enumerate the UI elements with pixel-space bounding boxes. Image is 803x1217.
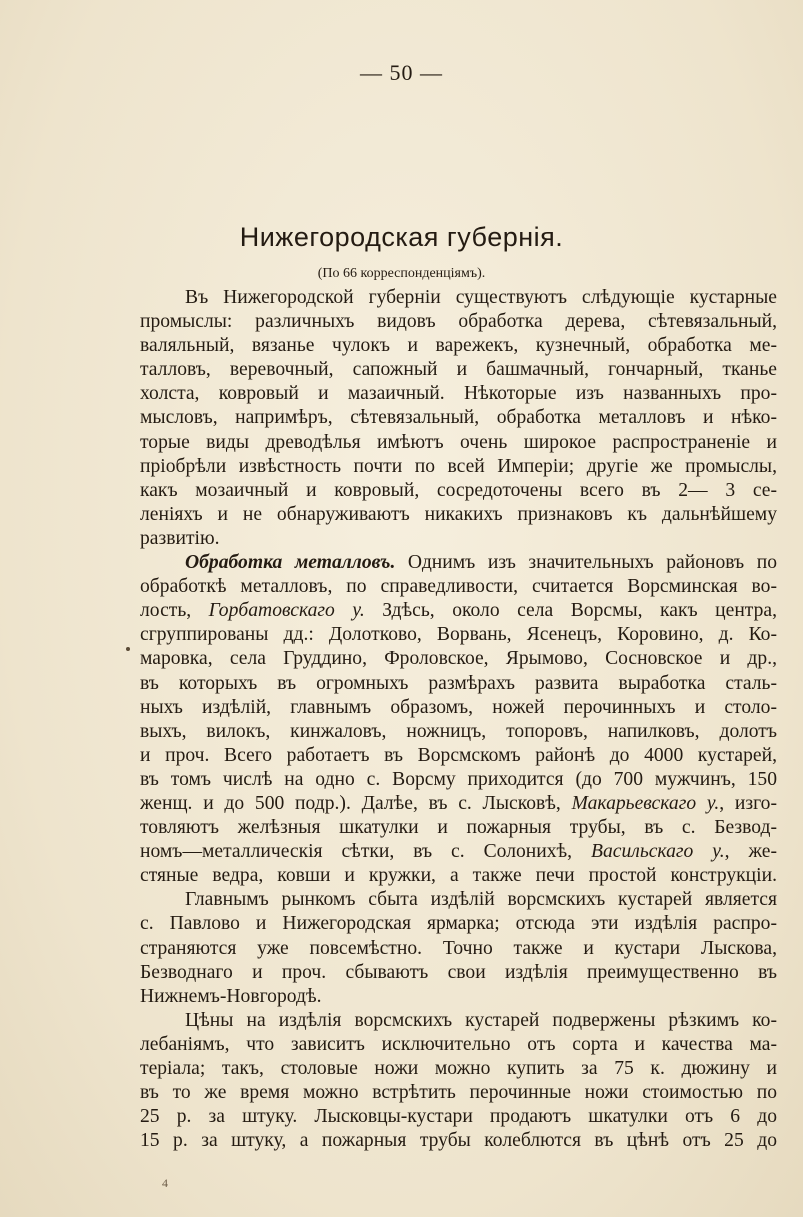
text-line: женщ. и до 500 подр.). Далѣе, въ с. Лысковѣ, Макарьевскаго у., изго-	[140, 792, 777, 814]
body-text	[140, 286, 777, 1153]
text-line: стяные ведра, ковши и кружки, а также печи простой конструкціи.	[140, 865, 777, 887]
uezd-name: Горбатовскаго у.	[208, 600, 365, 622]
text-line: с. Павлово и Нижегородская ярмарка; отсюда эти издѣлія распро-	[140, 913, 777, 935]
text-line: Главнымъ рынкомъ сбыта издѣлій ворсмскихъ кустарей является	[185, 889, 777, 911]
text-line: Цѣны на издѣлія ворсмскихъ кустарей подвержены рѣзкимъ ко-	[185, 1009, 777, 1031]
uezd-name: Макарьевскаго у.	[571, 792, 720, 814]
signature-mark: 4	[162, 1176, 168, 1190]
text-line: въ которыхъ въ огромныхъ размѣрахъ развита выработка сталь-	[140, 672, 777, 694]
text-line: выхъ, вилокъ, кинжаловъ, ножницъ, топоровъ, напилковъ, долотъ	[140, 720, 777, 742]
text-line: какъ мозаичный и ковровый, сосредоточены всего въ 2— 3 се-	[140, 479, 777, 501]
text-line: обработкѣ металловъ, по справедливости, считается Ворсминская во-	[140, 576, 777, 598]
uezd-name: Васильскаго у.	[591, 841, 725, 863]
text-line: Нижнемъ-Новгородѣ.	[140, 985, 322, 1007]
text-line: холста, ковровый и мазаичный. Нѣкоторые изъ названныхъ про-	[140, 383, 777, 405]
text-line: ныхъ издѣлій, главнымъ образомъ, ножей перочинныхъ и столо-	[140, 696, 777, 718]
text-line: мысловъ, напримѣръ, сѣтевязальный, обработка металловъ и нѣко-	[140, 407, 777, 429]
text-line: валяльный, вязанье чулокъ и варежекъ, кузнечный, обработка ме-	[140, 335, 777, 357]
text-line: развитію.	[140, 527, 220, 549]
section-title: Нижегородская губернія.	[239, 222, 564, 252]
text-line: маровка, села Груддино, Фроловское, Ярымово, Сосновское и др.,	[140, 648, 777, 670]
page-number: — 50 —	[360, 60, 443, 85]
text-line: теріала; такъ, столовые ножи можно купить за 75 к. дюжину и	[140, 1058, 777, 1079]
text-line: промыслы: различныхъ видовъ обработка дерева, сѣтевязальный,	[140, 311, 777, 333]
text-line: въ томъ числѣ на одно с. Ворсму приходится (до 700 мужчинъ, 150	[140, 768, 777, 790]
text-line: сгруппированы дд.: Долотково, Ворвань, Ясенецъ, Коровино, д. Ко-	[140, 624, 777, 646]
text-line: леніяхъ и не обнаруживаютъ никакихъ признаковъ къ дальнѣйшему	[140, 503, 777, 525]
text-line: 25 р. за штуку. Лысковцы-кустари продаютъ шкатулки отъ 6 до	[140, 1106, 777, 1128]
text-line: Обработка металловъ. Однимъ изъ значительныхъ районовъ по	[185, 552, 777, 574]
subheading-metal: Обработка металловъ.	[185, 552, 396, 574]
section-subtitle: (По 66 корреспонденціямъ).	[317, 266, 486, 281]
text-line: талловъ, веревочный, сапожный и башмачный, гончарный, тканье	[140, 359, 777, 381]
text-line: Безводнаго и проч. сбываютъ свои издѣлія преимущественно въ	[140, 961, 777, 983]
text-line: торые виды древодѣлья имѣютъ очень широкое распространеніе и	[140, 431, 777, 453]
text-line: номъ—металлическія сѣтки, въ с. Солонихѣ, Васильскаго у., же-	[140, 841, 777, 863]
text-line: 15 р. за штуку, а пожарныя трубы колеблются въ цѣнѣ отъ 25 до	[140, 1130, 777, 1152]
text-line: въ то же время можно встрѣтить перочинные ножи стоимостью по	[140, 1082, 777, 1104]
text-line: лебаніямъ, что зависитъ исключительно отъ сорта и качества ма-	[140, 1033, 777, 1055]
text-line: пріобрѣли извѣстность почти по всей Имперіи; другіе же промыслы,	[140, 455, 777, 477]
text-line: товляютъ желѣзныя шкатулки и пожарныя трубы, въ с. Безвод-	[140, 817, 777, 839]
text-line: и проч. Всего работаетъ въ Ворсмскомъ районѣ до 4000 кустарей,	[140, 744, 777, 766]
margin-mark	[126, 647, 130, 651]
text-line: Въ Нижегородской губерніи существуютъ слѣдующіе кустарные	[185, 287, 777, 308]
text-line: страняются уже повсемѣстно. Точно также и кустари Лыскова,	[140, 937, 777, 959]
text-line: лость, Горбатовскаго у. Здѣсь, около села Ворсмы, какъ центра,	[140, 600, 777, 622]
